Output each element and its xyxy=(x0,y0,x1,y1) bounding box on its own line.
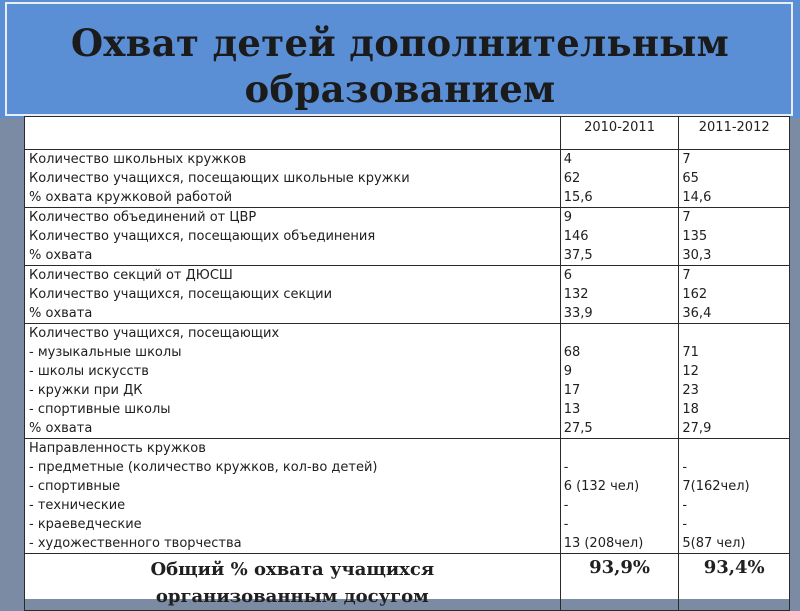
slide-title xyxy=(0,20,800,112)
row-label: Направленность кружков xyxy=(29,441,206,456)
table-row xyxy=(25,266,790,324)
row-label: % охвата xyxy=(29,421,93,436)
row-label: - художественного творчества xyxy=(29,536,242,551)
row-labels-cell xyxy=(25,439,561,554)
row-value: 12 xyxy=(682,364,699,379)
value-2010-2011-cell xyxy=(560,208,679,266)
row-value: 7 xyxy=(682,210,691,225)
row-value: - xyxy=(563,498,569,513)
row-value: 68 xyxy=(563,345,581,360)
row-value: - xyxy=(682,460,688,475)
row-label: Количество объединений от ЦВР xyxy=(29,210,257,225)
coverage-table-container xyxy=(24,116,790,607)
row-label: Количество учащихся, посещающих секции xyxy=(29,287,333,302)
row-value: 146 xyxy=(563,229,589,244)
row-label: - музыкальные школы xyxy=(29,345,182,360)
row-label: % охвата кружковой работой xyxy=(29,190,233,205)
row-labels-cell xyxy=(25,150,561,208)
row-value: 13 xyxy=(563,402,581,417)
value-2011-2012-cell xyxy=(679,266,790,324)
row-value: 7(162чел) xyxy=(682,479,750,494)
row-value: 7 xyxy=(682,268,691,283)
row-label: Количество учащихся, посещающих xyxy=(29,326,280,341)
row-value: 6 xyxy=(563,268,572,283)
row-label: - спортивные xyxy=(29,479,121,494)
row-label: Количество секций от ДЮСШ xyxy=(29,268,233,283)
row-label: Количество учащихся, посещающих объединения xyxy=(29,229,376,244)
row-value: 6 (132 чел) xyxy=(563,479,640,494)
row-value: - xyxy=(682,498,688,513)
value-2010-2011-cell xyxy=(560,439,679,554)
table-header-row xyxy=(25,117,790,150)
row-value: 9 xyxy=(563,210,572,225)
row-value: 36,4 xyxy=(682,306,712,321)
row-value: 37,5 xyxy=(563,248,593,263)
row-label: - спортивные школы xyxy=(29,402,171,417)
value-2010-2011-cell xyxy=(560,324,679,439)
value-2011-2012-cell xyxy=(679,208,790,266)
row-value: 62 xyxy=(563,171,581,186)
total-label-cell xyxy=(25,554,561,611)
value-2011-2012-cell xyxy=(679,324,790,439)
title-line-1: Охват детей дополнительным xyxy=(70,21,730,65)
total-label-line: Общий % охвата учащихся xyxy=(150,559,435,580)
row-value: - xyxy=(563,460,569,475)
value-2010-2011-cell xyxy=(560,266,679,324)
header-cell-2011-2012: 2011-2012 xyxy=(679,117,790,150)
total-value-2010-2011: 93,9% xyxy=(560,554,679,611)
row-value xyxy=(682,439,789,458)
value-2011-2012-cell xyxy=(679,150,790,208)
row-labels-cell xyxy=(25,266,561,324)
row-value: 30,3 xyxy=(682,248,712,263)
row-label: % охвата xyxy=(29,306,93,321)
row-value: - xyxy=(682,517,688,532)
row-value: 7 xyxy=(682,152,691,167)
row-value: 27,9 xyxy=(682,421,712,436)
row-value: 132 xyxy=(563,287,589,302)
row-value: 65 xyxy=(682,171,699,186)
slide-header xyxy=(0,0,800,118)
row-label: % охвата xyxy=(29,248,93,263)
total-value-2011-2012: 93,4% xyxy=(679,554,790,611)
row-value: 18 xyxy=(682,402,699,417)
row-value: 17 xyxy=(563,383,581,398)
row-value xyxy=(564,439,679,458)
row-label: - технические xyxy=(29,498,126,513)
row-value: 4 xyxy=(563,152,572,167)
row-value: 15,6 xyxy=(563,190,593,205)
row-label: Количество учащихся, посещающих школьные кружки xyxy=(29,171,410,186)
total-label-line: организованным досугом xyxy=(155,586,429,607)
row-value: 71 xyxy=(682,345,699,360)
row-value: 135 xyxy=(682,229,708,244)
row-value: 14,6 xyxy=(682,190,712,205)
value-2011-2012-cell xyxy=(679,439,790,554)
row-value xyxy=(564,324,679,343)
row-label: - кружки при ДК xyxy=(29,383,143,398)
row-value: 13 (208чел) xyxy=(563,536,644,551)
header-cell-label xyxy=(25,117,561,150)
row-labels-cell xyxy=(25,208,561,266)
row-value: 9 xyxy=(563,364,572,379)
row-value: 162 xyxy=(682,287,708,302)
row-value: 33,9 xyxy=(563,306,593,321)
row-labels-cell xyxy=(25,324,561,439)
table-row xyxy=(25,150,790,208)
total-row xyxy=(25,554,790,611)
row-label: - краеведческие xyxy=(29,517,142,532)
value-2010-2011-cell xyxy=(560,150,679,208)
table-row xyxy=(25,208,790,266)
row-value: 27,5 xyxy=(563,421,593,436)
table-row xyxy=(25,439,790,554)
header-cell-2010-2011: 2010-2011 xyxy=(560,117,679,150)
row-value: 23 xyxy=(682,383,699,398)
row-label: Количество школьных кружков xyxy=(29,152,247,167)
row-label: - школы искусств xyxy=(29,364,149,379)
row-value xyxy=(682,324,789,343)
row-value: 5(87 чел) xyxy=(682,536,746,551)
row-label: - предметные (количество кружков, кол-во детей) xyxy=(29,460,378,475)
coverage-table xyxy=(24,116,790,611)
row-value: - xyxy=(563,517,569,532)
table-row xyxy=(25,324,790,439)
title-line-2: образованием xyxy=(244,67,556,111)
